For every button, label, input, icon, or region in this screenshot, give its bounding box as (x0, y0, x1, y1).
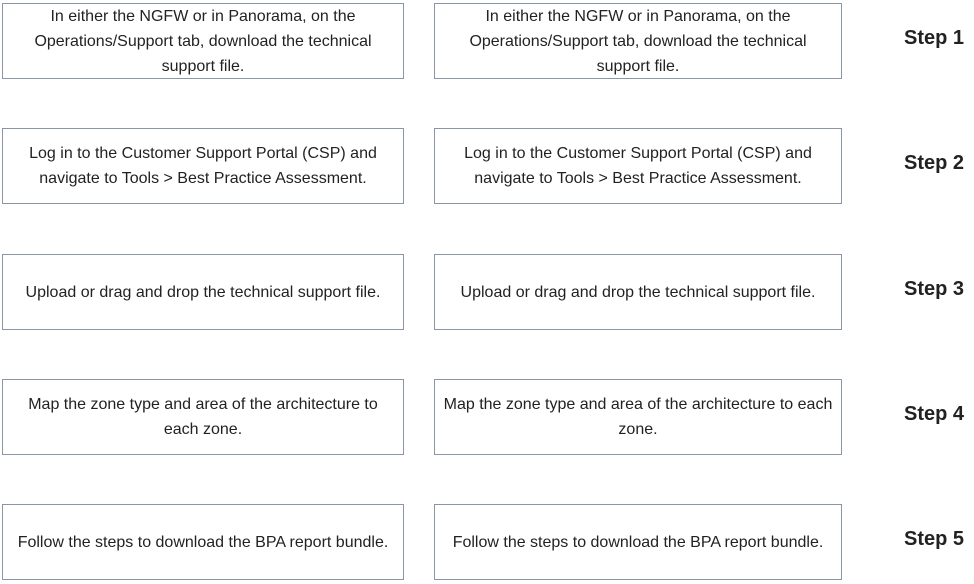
answer-slot-2[interactable] (434, 128, 842, 204)
step-row-3 (0, 254, 974, 334)
answer-slot-4[interactable] (434, 379, 842, 455)
step-row-1 (0, 3, 974, 83)
source-option-5[interactable] (2, 504, 404, 580)
answer-slot-5[interactable] (434, 504, 842, 580)
source-option-text: Upload or drag and drop the technical support file. (25, 283, 381, 301)
step-label-5: Step 5 (904, 528, 965, 550)
step-label-1: Step 1 (904, 27, 965, 49)
step-label-3: Step 3 (904, 278, 965, 300)
source-option-text: Map the zone type and area of the architecture to each zone. (28, 396, 378, 438)
source-option-text: Follow the steps to download the BPA report bundle. (17, 533, 389, 551)
answer-slot-3[interactable] (434, 254, 842, 330)
answer-slot-1[interactable] (434, 3, 842, 79)
answer-slot-text: Map the zone type and area of the architecture to each zone. (443, 396, 833, 438)
source-option-text: In either the NGFW or in Panorama, on the Operations/Support tab, download the technical support file. (34, 7, 372, 75)
source-option-2[interactable] (2, 128, 404, 204)
source-option-4[interactable] (2, 379, 404, 455)
answer-slot-text: Upload or drag and drop the technical support file. (460, 283, 816, 301)
step-label-2: Step 2 (904, 152, 965, 174)
step-row-5 (0, 504, 974, 584)
step-row-2 (0, 128, 974, 208)
source-option-1[interactable] (2, 3, 404, 79)
source-option-text: Log in to the Customer Support Portal (CSP) and navigate to Tools > Best Practice Assessment. (29, 145, 377, 187)
answer-slot-text: In either the NGFW or in Panorama, on the Operations/Support tab, download the technical support file. (469, 7, 807, 75)
answer-slot-text: Log in to the Customer Support Portal (CSP) and navigate to Tools > Best Practice Assessment. (464, 145, 812, 187)
source-option-3[interactable] (2, 254, 404, 330)
answer-slot-text: Follow the steps to download the BPA report bundle. (452, 533, 824, 551)
step-label-4: Step 4 (904, 403, 965, 425)
step-row-4 (0, 379, 974, 459)
